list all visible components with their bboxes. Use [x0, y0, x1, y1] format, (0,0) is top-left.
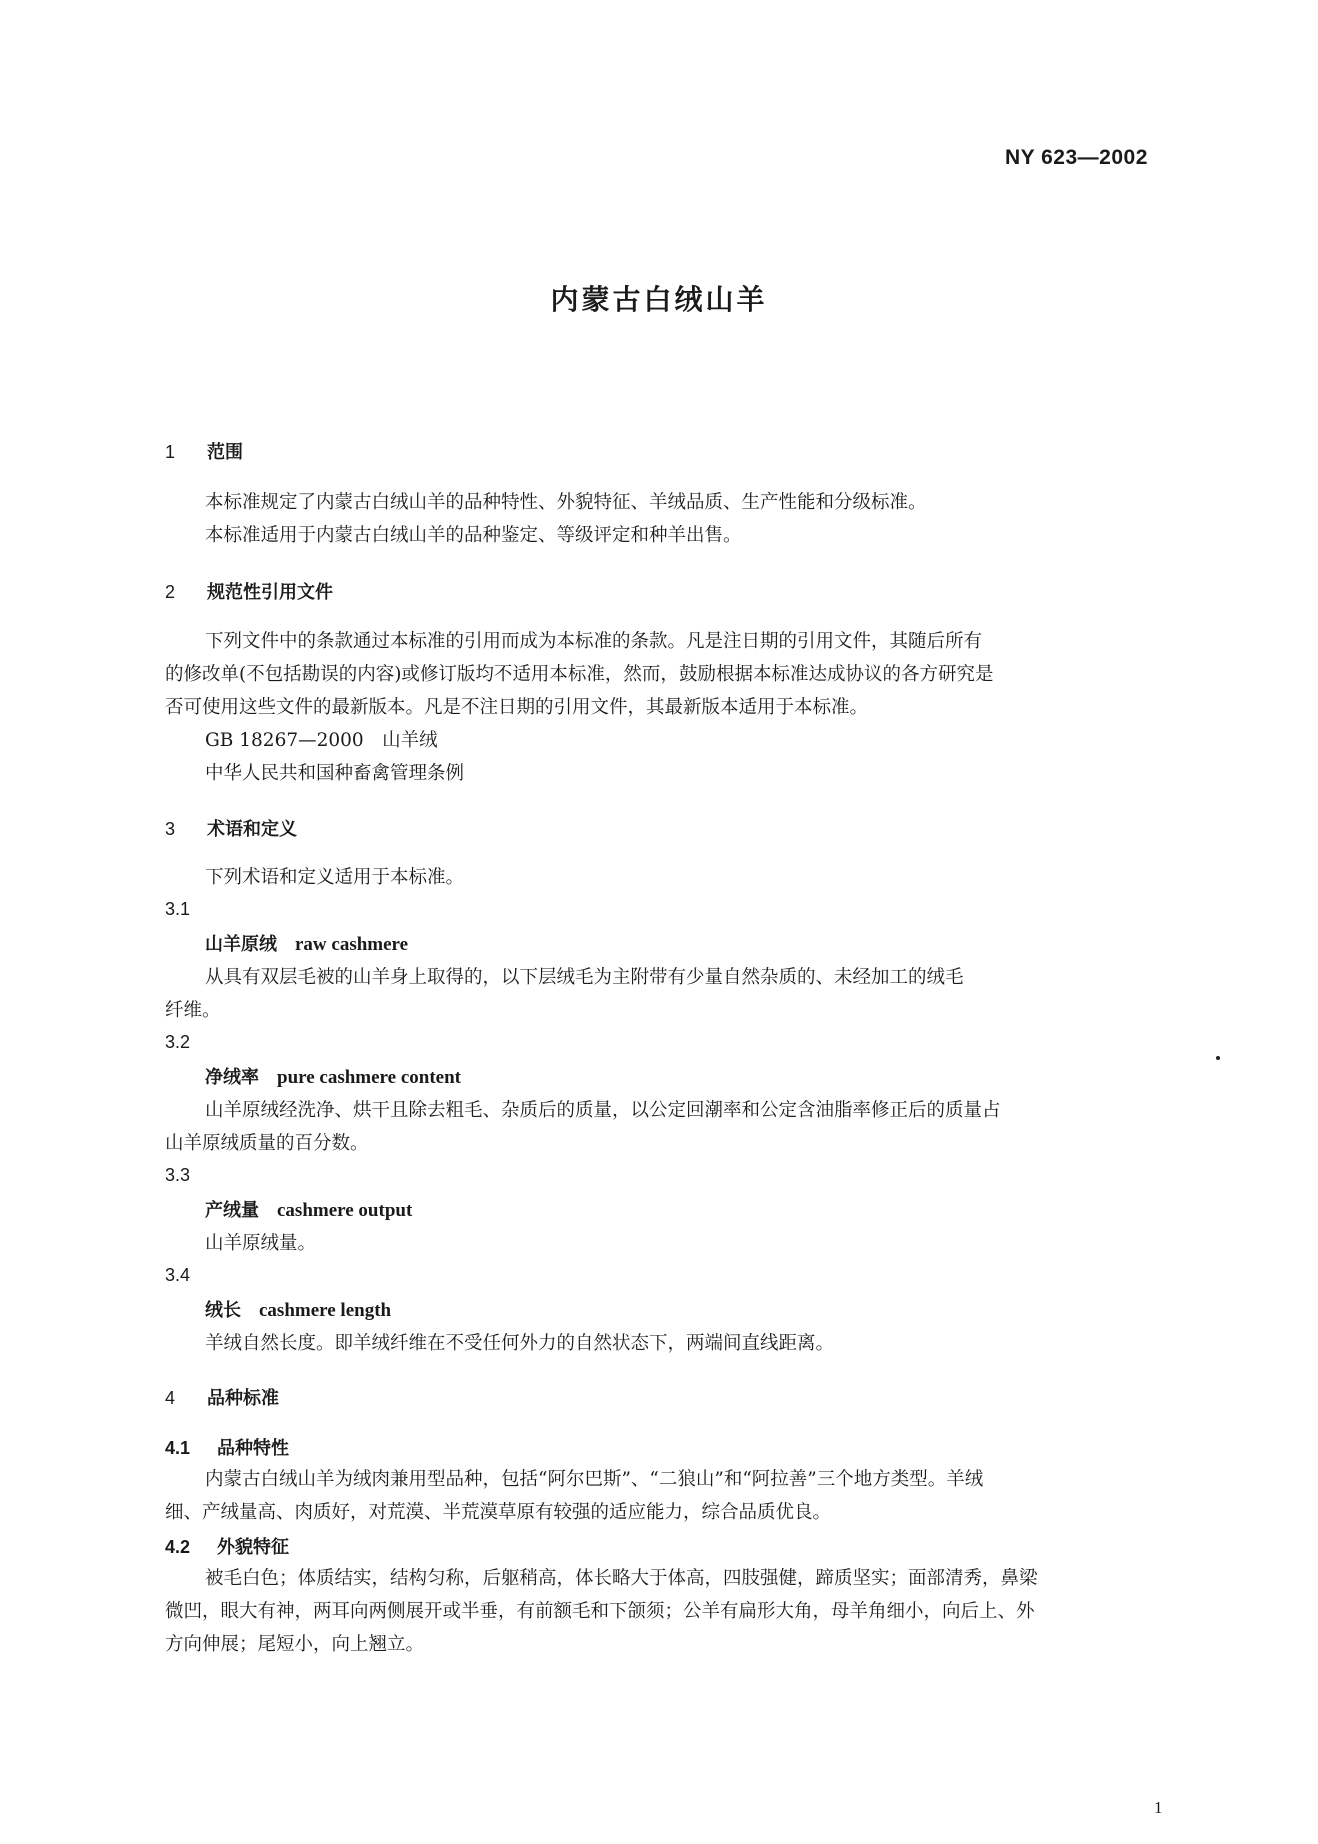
- term-en: cashmere output: [277, 1200, 413, 1221]
- paragraph-line: 否可使用这些文件的最新版本。凡是不注日期的引用文件，其最新版本适用于本标准。: [165, 697, 869, 718]
- paragraph-line: 被毛白色；体质结实，结构匀称，后躯稍高，体长略大于体高，四肢强健，蹄质坚实；面部清秀，鼻梁: [205, 1568, 1038, 1589]
- section-title: 品种标准: [207, 1388, 279, 1409]
- term-number: 3.2: [165, 1032, 191, 1052]
- section-1-heading: [165, 438, 243, 464]
- subsection-title: 外貌特征: [217, 1537, 289, 1558]
- section-number: 4: [165, 1388, 176, 1408]
- definition-line: 纤维。: [165, 1000, 221, 1021]
- section-title: 规范性引用文件: [207, 582, 333, 603]
- section-number: 3: [165, 819, 176, 839]
- paragraph-line: 细、产绒量高、肉质好，对荒漠、半荒漠草原有较强的适应能力，综合品质优良。: [165, 1502, 832, 1523]
- definition-line: 山羊原绒经洗净、烘干且除去粗毛、杂质后的质量，以公定回潮率和公定含油脂率修正后的质量占: [205, 1100, 1001, 1121]
- subsection-number: 4.1: [165, 1438, 191, 1458]
- scan-speck: [1216, 1056, 1220, 1060]
- subsection-title: 品种特性: [217, 1438, 289, 1459]
- term-number: 3.4: [165, 1265, 191, 1285]
- paragraph: 本标准规定了内蒙古白绒山羊的品种特性、外貌特征、羊绒品质、生产性能和分级标准。: [205, 492, 927, 513]
- term-en: pure cashmere content: [277, 1067, 461, 1088]
- term-zh: 绒长: [205, 1300, 241, 1321]
- paragraph-line: 内蒙古白绒山羊为绒肉兼用型品种，包括“阿尔巴斯”、“二狼山”和“阿拉善”三个地方类型。羊绒: [205, 1469, 984, 1490]
- term-en: raw cashmere: [295, 934, 409, 955]
- term-en: cashmere length: [259, 1300, 392, 1321]
- reference-item: 中华人民共和国种畜禽管理条例: [205, 763, 465, 784]
- subsection-number: 4.2: [165, 1537, 191, 1557]
- subsection-4-2-heading: [165, 1533, 289, 1559]
- term-heading: [205, 1063, 461, 1089]
- section-number: 1: [165, 442, 176, 462]
- paragraph-line: 的修改单(不包括勘误的内容)或修订版均不适用本标准，然而，鼓励根据本标准达成协议的各方研究是: [165, 664, 994, 685]
- section-number: 2: [165, 582, 176, 602]
- paragraph-line: 微凹，眼大有神，两耳向两侧展开或半垂，有前额毛和下颌须；公羊有扁形大角，母羊角细小，向后上、外: [165, 1601, 1035, 1622]
- term-heading: [205, 930, 408, 956]
- document-title: 内蒙古白绒山羊: [550, 283, 768, 316]
- term-zh: 产绒量: [205, 1200, 259, 1221]
- page-number: 1: [1154, 1798, 1163, 1817]
- paragraph-line: 方向伸展；尾短小，向上翘立。: [165, 1634, 425, 1655]
- section-4-heading: [165, 1384, 279, 1410]
- paragraph: 下列术语和定义适用于本标准。: [205, 867, 465, 888]
- term-zh: 净绒率: [205, 1067, 259, 1088]
- section-title: 术语和定义: [207, 819, 297, 840]
- section-2-heading: [165, 578, 333, 604]
- term-heading: [205, 1196, 412, 1222]
- term-number: 3.3: [165, 1165, 191, 1185]
- reference-item: GB 18267—2000 山羊绒: [205, 730, 438, 751]
- paragraph: 本标准适用于内蒙古白绒山羊的品种鉴定、等级评定和种羊出售。: [205, 525, 742, 546]
- section-3-heading: [165, 815, 297, 841]
- paragraph-line: 下列文件中的条款通过本标准的引用而成为本标准的条款。凡是注日期的引用文件，其随后所有: [205, 631, 983, 652]
- definition-line: 山羊原绒量。: [205, 1233, 317, 1254]
- term-zh: 山羊原绒: [205, 934, 277, 955]
- section-title: 范围: [207, 442, 243, 463]
- definition-line: 从具有双层毛被的山羊身上取得的，以下层绒毛为主附带有少量自然杂质的、未经加工的绒毛: [205, 967, 964, 988]
- term-heading: [205, 1296, 391, 1322]
- definition-line: 羊绒自然长度。即羊绒纤维在不受任何外力的自然状态下，两端间直线距离。: [205, 1333, 835, 1354]
- definition-line: 山羊原绒质量的百分数。: [165, 1133, 369, 1154]
- term-number: 3.1: [165, 899, 191, 919]
- standard-code: NY 623—2002: [1005, 146, 1148, 169]
- subsection-4-1-heading: [165, 1434, 289, 1460]
